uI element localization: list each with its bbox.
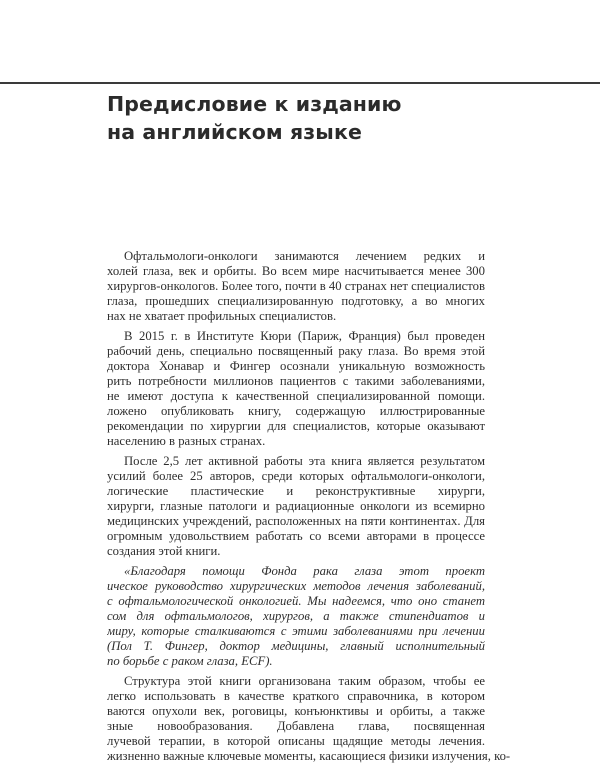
text-line: рабочий день, специально посвященный раку глаза. Во время этой bbox=[107, 344, 485, 358]
text-line: «Благодаря помощи Фонда рака глаза этот проект bbox=[124, 564, 485, 578]
text-line: зные новообразования. Добавлена глава, посвященная bbox=[107, 719, 485, 733]
paragraph bbox=[107, 674, 511, 764]
paragraph bbox=[107, 564, 485, 669]
body-text bbox=[107, 249, 511, 769]
text-line: ложено опубликовать книгу, содержащую иллюстрированные bbox=[107, 404, 485, 418]
text-line: Офтальмологи-онкологи занимаются лечением редких и bbox=[124, 249, 485, 263]
text-line: глаза, прошедших специализированную подготовку, а во многих bbox=[107, 294, 485, 308]
text-line: медицинских учреждений, расположенных на пяти континентах. Для bbox=[107, 514, 485, 528]
text-line: хирурги, глазные патологи и радиационные онкологи из всемирно bbox=[107, 499, 485, 513]
text-line: ваются опухоли век, роговицы, конъюнктивы и орбиты, а также bbox=[107, 704, 485, 718]
text-line: хирургов-онкологов. Более того, почти в 40 странах нет специалистов bbox=[107, 279, 485, 293]
text-line: доктора Хонавар и Фингер осознали уникальную возможность bbox=[107, 359, 485, 373]
text-line: с офтальмологической онкологией. Мы надеемся, что оно станет bbox=[107, 594, 485, 608]
text-line: лучевой терапии, в которой описаны щадящие методы лечения. bbox=[107, 734, 485, 748]
text-line: населению в разных странах. bbox=[107, 434, 266, 448]
text-line: не имеют доступа к качественной специализированной помощи. bbox=[107, 389, 485, 403]
text-line: Структура этой книги организована таким образом, чтобы ее bbox=[124, 674, 485, 688]
heading-line-1: Предисловие к изданию bbox=[107, 92, 402, 116]
text-line: рекомендации по хирургии для специалистов, которые оказывают bbox=[107, 419, 485, 433]
text-line: по борьбе с раком глаза, ECF). bbox=[107, 654, 273, 668]
text-line: огромным удовольствием работать со всеми авторами в процессе bbox=[107, 529, 485, 543]
paragraph bbox=[107, 454, 485, 559]
text-line: сом для офтальмологов, хирургов, а также стипендиатов и bbox=[107, 609, 485, 623]
text-line: рить потребности миллионов пациентов с такими заболеваниями, bbox=[107, 374, 485, 388]
text-line: усилий более 25 авторов, среди которых офтальмологи-онкологи, bbox=[107, 469, 485, 483]
text-line: жизненно важные ключевые моменты, касающиеся физики излучения, ко- bbox=[107, 749, 511, 763]
text-line: легко использовать в качестве краткого справочника, в котором bbox=[107, 689, 485, 703]
text-line: холей глаза, век и орбиты. Во всем мире насчитывается менее 300 bbox=[107, 264, 485, 278]
text-line: В 2015 г. в Институте Кюри (Париж, Франция) был проведен bbox=[124, 329, 485, 343]
header-rule bbox=[0, 82, 600, 84]
text-line: нах не хватает профильных специалистов. bbox=[107, 309, 337, 323]
paragraph bbox=[107, 249, 485, 324]
paragraph bbox=[107, 329, 485, 449]
text-line: (Пол Т. Фингер, доктор медицины, главный исполнительный bbox=[107, 639, 485, 653]
text-line: ическое руководство хирургических методов лечения заболеваний, bbox=[107, 579, 485, 593]
text-line: После 2,5 лет активной работы эта книга является результатом bbox=[124, 454, 485, 468]
text-line: создания этой книги. bbox=[107, 544, 221, 558]
heading-line-2: на английском языке bbox=[107, 120, 362, 144]
text-line: логические пластические и реконструктивные хирурги, bbox=[107, 484, 485, 498]
text-line: миру, которые сталкиваются с этими заболеваниями при лечении bbox=[107, 624, 485, 638]
chapter-heading bbox=[107, 90, 527, 146]
